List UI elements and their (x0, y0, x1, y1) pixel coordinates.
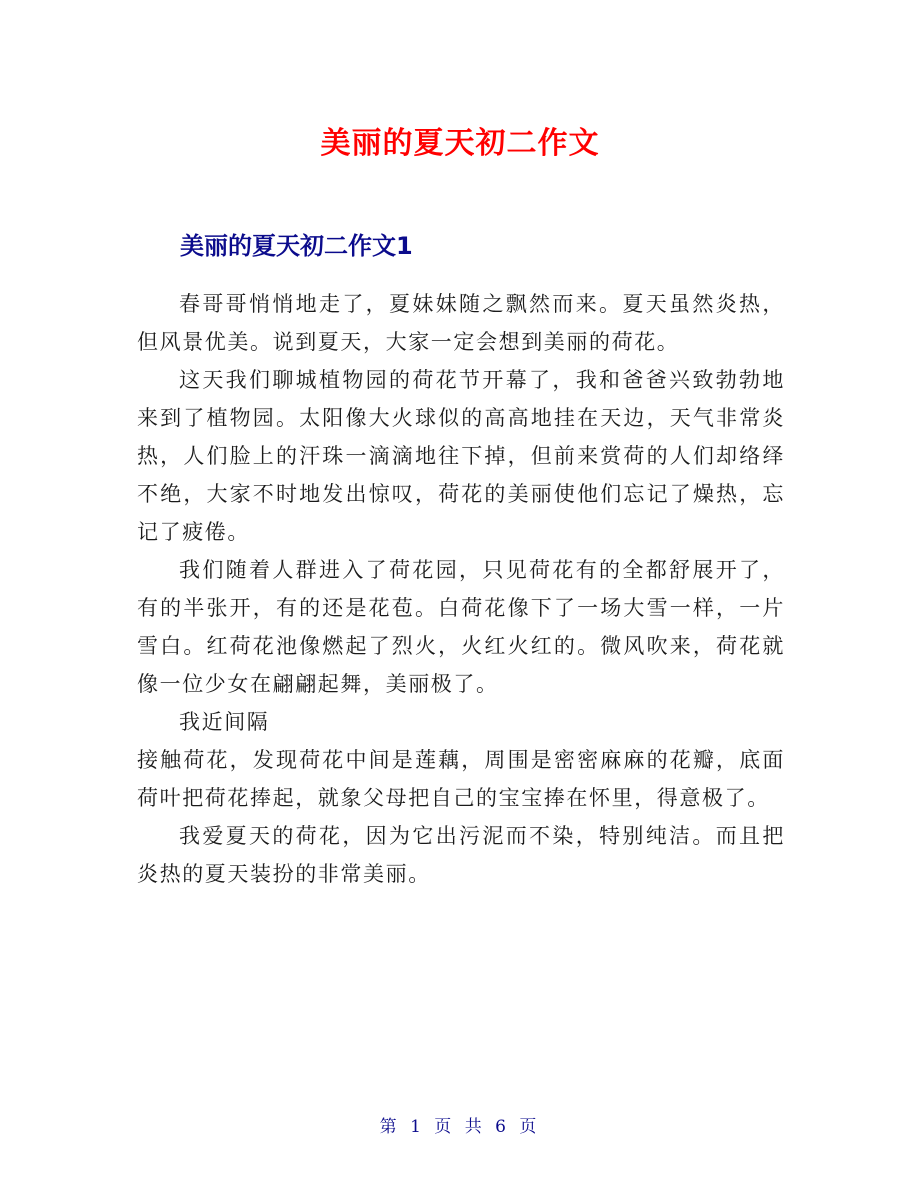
paragraph-1: 春哥哥悄悄地走了，夏妹妹随之飘然而来。夏天虽然炎热，但风景优美。说到夏天，大家一定会想到美丽的荷花。 (137, 292, 785, 354)
paragraph-5: 接触荷花，发现荷花中间是莲藕，周围是密密麻麻的花瓣，底面荷叶把荷花捧起，就象父母把自己的宝宝捧在怀里，得意极了。 (137, 748, 785, 810)
document-title: 美丽的夏天初二作文 (320, 126, 600, 161)
paragraph-2: 这天我们聊城植物园的荷花节开幕了，我和爸爸兴致勃勃地来到了植物园。太阳像大火球似的高高地挂在天边，天气非常炎热，人们脸上的汗珠一滴滴地往下掉，但前来赏荷的人们却络绎不绝，大家不时地发出惊叹，荷花的美丽使他们忘记了燥热，忘记了疲倦。 (137, 368, 785, 544)
paragraph-3: 我们随着人群进入了荷花园，只见荷花有的全都舒展开了，有的半张开，有的还是花苞。白荷花像下了一场大雪一样，一片雪白。红荷花池像燃起了烈火，火红火红的。微风吹来，荷花就像一位少女在翩翩起舞，美丽极了。 (137, 558, 785, 696)
page-footer: 第 1 页 共 6 页 (379, 1117, 541, 1137)
paragraph-4: 我近间隔 (179, 710, 270, 734)
paragraph-6: 我爱夏天的荷花，因为它出污泥而不染，特别纯洁。而且把炎热的夏天装扮的非常美丽。 (137, 824, 785, 886)
document-body (137, 285, 785, 893)
section-heading: 美丽的夏天初二作文1 (180, 232, 413, 260)
